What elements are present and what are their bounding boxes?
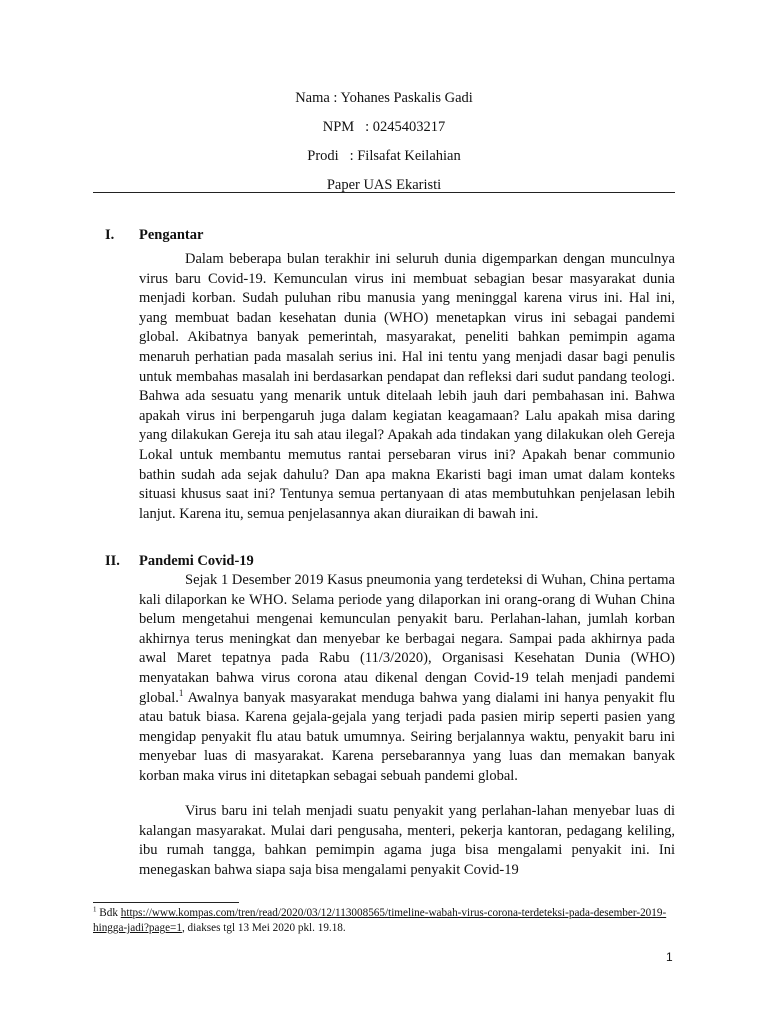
document-header [93,86,675,202]
paragraph-pandemi-1 [139,571,675,787]
footnote-reference[interactable]: 1 [178,687,184,698]
section-number: II. [105,553,120,569]
paragraph-pandemi-2: Virus baru ini telah menjadi suatu penyakit yang perlahan-lahan menyebar luas di kalangan masyarakat. Mulai dari pengusaha, menteri, pekerja kantoran, pedagang keliling, ibu rumah tangga, bahkan pemimpin agama juga bisa mengalami penyakit ini. Ini menegaskan bahwa siapa saja bisa mengalami penyakit Covid-19 [139,803,675,878]
footnote-marker: 1 [93,905,97,914]
footnote-prefix: Bdk [96,907,121,919]
student-number: NPM : 0245403217 [322,119,446,135]
section-title: Pengantar [139,227,204,243]
footnote [93,906,675,936]
author-name: Nama : Yohanes Paskalis Gadi [295,90,473,106]
header-divider [93,192,675,193]
footnote-suffix: , diakses tgl 13 Mei 2020 pkl. 19.18. [181,922,346,934]
footnote-link[interactable]: https://www.kompas.com/tren/read/2020/03/12/113008565/timeline-wabah-virus-corona-terdeteksi-pada-desember-2019-hingga-jadi?page=1 [93,907,667,934]
paragraph-pengantar: Dalam beberapa bulan terakhir ini seluruh dunia digemparkan dengan munculnya virus baru Covid-19. Kemunculan virus ini membuat sebagian besar masyarakat dunia menjadi korban. Sudah puluhan ribu manusia yang meninggal karena virus ini. Hal ini, yang membuat badan kesehatan dunia (WHO) menetapkan virus ini sebagai pandemi global. Akibatnya banyak pemerintah, masyarakat, peneliti bahkan pemimpin agama menaruh perhatian pada masalah serius ini. Hal ini tentu yang menjadi dasar bagi penulis untuk membahas masalah ini berdasarkan pendapat dan refleksi dari sudut pandang teologi. Bahwa ada sesuatu yang menarik untuk ditelaah lebih jauh dari pembahasan ini. Bahwa apakah virus ini berpengaruh juga dalam kegiatan keagamaan? Lalu apakah misa daring yang dilakukan Gereja itu sah atau ilegal? Apakah ada tindakan yang dilakukan oleh Gereja Lokal untuk membantu memutus rantai persebaran virus ini? Apakah benar communio bathin sudah ada sejak dahulu? Dan apa makna Ekaristi bagi iman umat dalam konteks situasi khusus saat ini? Tentunya semua pertanyaan di atas membutuhkan penjelasan lebih lanjut. Karena itu, semua penjelasannya akan diuraikan di bawah ini. [139,251,675,522]
paper-title: Paper UAS Ekaristi [326,177,442,193]
footnote-divider [93,902,239,903]
section-title: Pandemi Covid-19 [139,553,254,569]
page-number: 1 [666,950,673,964]
study-program: Prodi : Filsafat Keilahian [307,148,461,164]
paragraph-text: Sejak 1 Desember 2019 Kasus pneumonia yang terdeteksi di Wuhan, China pertama kali dilaporkan ke WHO. Selama periode yang dilaporkan ini orang-orang di Wuhan China belum mengetahui mengenai kemunculan penyakit baru. Perlahan-lahan, jumlah korban akhirnya terus meningkat dan menyebar ke berbagai negara. Sampai pada akhirnya pada awal Maret tepatnya pada Rabu (11/3/2020), Organisasi Kesehatan Dunia (WHO) menyatakan bahwa virus corona atau dikenal dengan Covid-19 telah menjadi pandemi global. [139,572,675,706]
paragraph-text-continued: Awalnya banyak masyarakat menduga bahwa yang dialami ini hanya penyakit flu atau batuk biasa. Karena gejala-gejala yang terjadi pada pasien mirip seperti pasien yang mengidap penyakit flu atau batuk umumnya. Seiring berjalannya waktu, penyakit baru ini menyebar luas di masyarakat. Karena persebarannya yang luas dan memakan banyak korban maka virus ini ditetapkan sebagai sebuah pandemi global. [139,689,675,784]
section-number: I. [105,227,115,243]
